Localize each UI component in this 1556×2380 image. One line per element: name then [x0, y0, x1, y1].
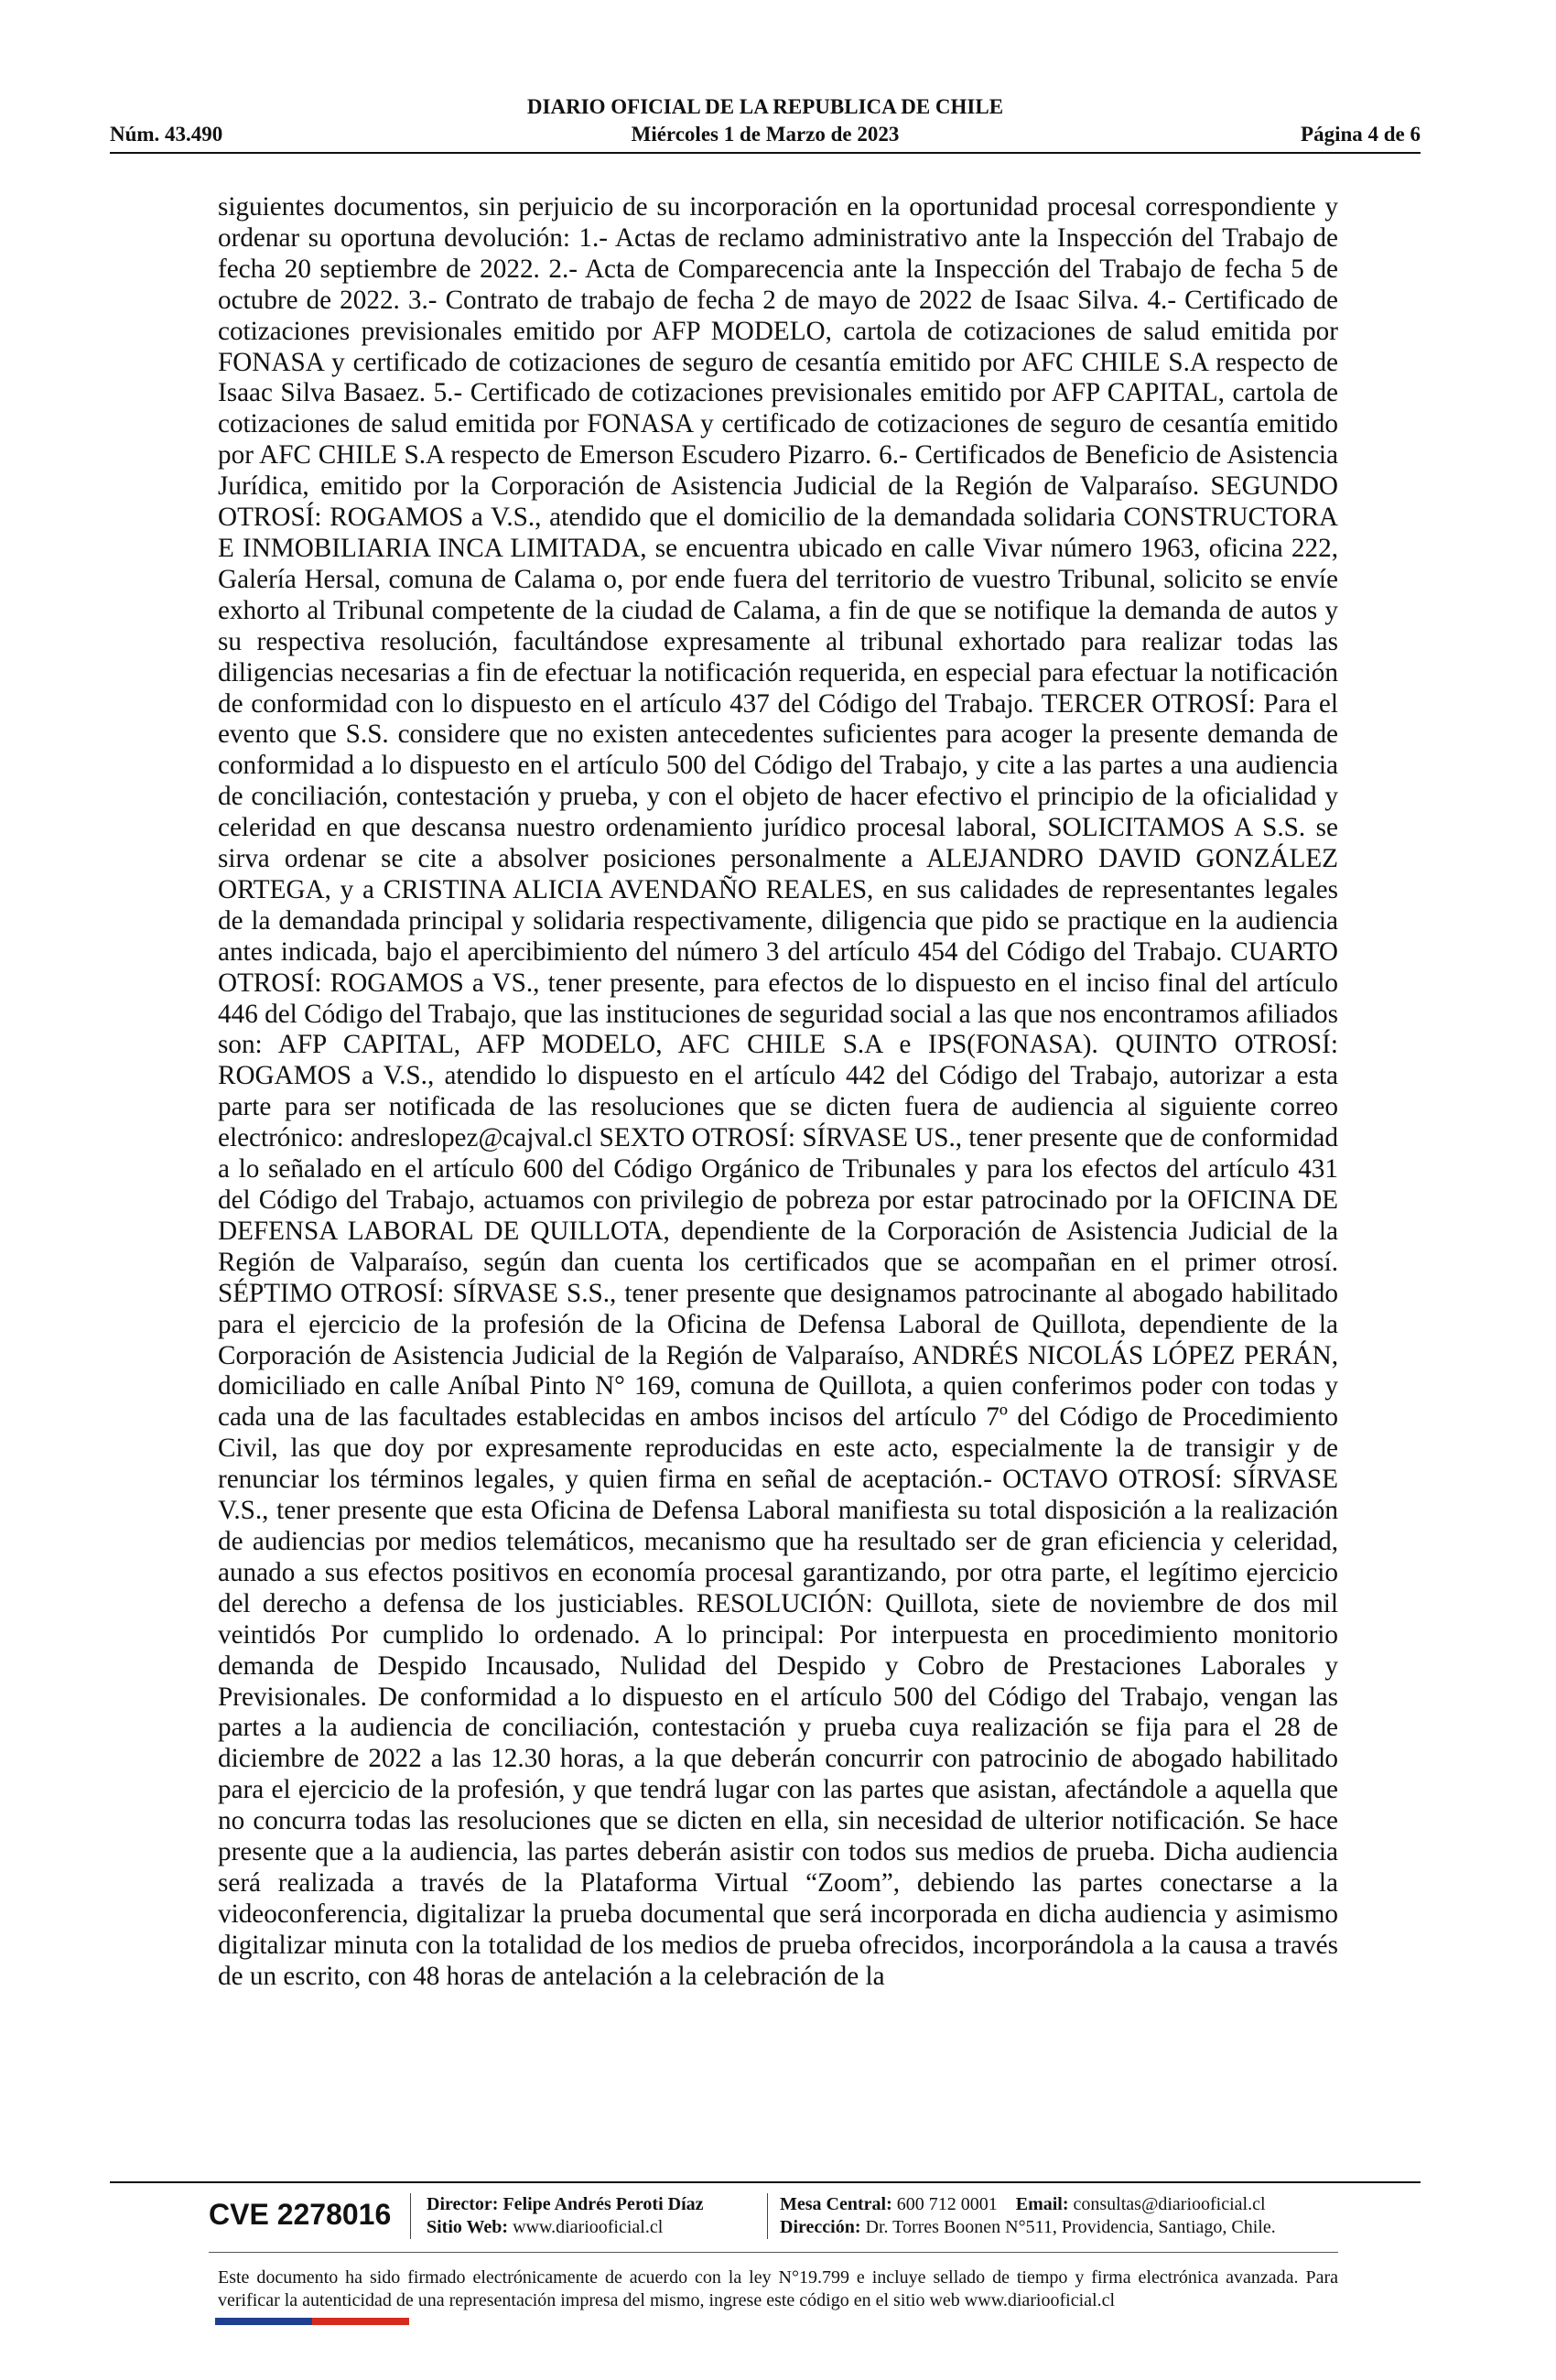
email-link[interactable]: consultas@diariooficial.cl	[1073, 2194, 1266, 2214]
header-divider	[110, 152, 1421, 154]
footer-inner-divider	[209, 2252, 1338, 2253]
document-body	[218, 192, 1338, 1993]
phone-number: 600 712 0001	[896, 2194, 998, 2214]
director-label: Director:	[427, 2194, 499, 2214]
director-name: Felipe Andrés Peroti Díaz	[502, 2194, 704, 2214]
email-label: Email:	[1015, 2194, 1069, 2214]
footer-separator	[767, 2193, 768, 2239]
footer-disclaimer: Este documento ha sido firmado electrónicamente de acuerdo con la ley N°19.799 e incluye sellado de tiempo y firma electrónica avanzada. Para verificar la autenticidad de una representación impresa del mismo, ingrese este código en el sitio web www.diariooficial.cl	[218, 2267, 1338, 2310]
address-text: Dr. Torres Boonen N°511, Providencia, Santiago, Chile.	[865, 2217, 1276, 2237]
header-center	[110, 93, 1421, 148]
page-header	[110, 93, 1421, 150]
website-label: Sitio Web:	[427, 2217, 509, 2237]
footer-contact-block	[780, 2193, 1276, 2239]
footer-separator	[410, 2193, 411, 2239]
flag-red-segment	[312, 2318, 409, 2325]
cve-code: CVE 2278016	[209, 2198, 392, 2231]
footer-director-block	[427, 2193, 704, 2239]
flag-blue-segment	[215, 2318, 312, 2325]
publication-date: Miércoles 1 de Marzo de 2023	[631, 123, 900, 146]
footer-divider	[110, 2181, 1421, 2183]
body-paragraph: siguientes documentos, sin perjuicio de su incorporación en la oportunidad procesal correspondiente y ordenar su oportuna devolución: 1.- Actas de reclamo administrativo ante la Inspección del Trabajo de fecha 20 septiembre de 2022. 2.- Acta de Comparecencia ante la Inspección del Trabajo de fecha 5 de octubre de 2022. 3.- Contrato de trabajo de fecha 2 de mayo de 2022 de Isaac Silva. 4.- Certificado de cotizaciones previsionales emitido por AFP MODELO, cartola de cotizaciones de salud emitida por FONASA y certificado de cotizaciones de seguro de cesantía emitido por AFC CHILE S.A respecto de Isaac Silva Basaez. 5.- Certificado de cotizaciones previsionales emitido por AFP CAPITAL, cartola de cotizaciones de salud emitida por FONASA y certificado de cotizaciones de seguro de cesantía emitido por AFC CHILE S.A respecto de Emerson Escudero Pizarro. 6.- Certificados de Beneficio de Asistencia Jurídica, emitido por la Corporación de Asistencia Judicial de la Región de Valparaíso. SEGUNDO OTROSÍ: ROGAMOS a V.S., atendido que el domicilio de la demandada solidaria CONSTRUCTORA E INMOBILIARIA INCA LIMITADA, se encuentra ubicado en calle Vivar número 1963, oficina 222, Galería Hersal, comuna de Calama o, por ende fuera del territorio de vuestro Tribunal, solicito se envíe exhorto al Tribunal competente de la ciudad de Calama, a fin de que se notifique la demanda de autos y su respectiva resolución, facultándose expresamente al tribunal exhortado para realizar todas las diligencias necesarias a fin de efectuar la notificación requerida, en especial para efectuar la notificación de conformidad con lo dispuesto en el artículo 437 del Código del Trabajo. TERCER OTROSÍ: Para el evento que S.S. considere que no existen antecedentes suficientes para acoger la presente demanda de conformidad a lo dispuesto en el artículo 500 del Código del Trabajo, y cite a las partes a una audiencia de conciliación, contestación y prueba, y con el objeto de hacer efectivo el principio de la oficialidad y celeridad en que descansa nuestro ordenamiento jurídico procesal laboral, SOLICITAMOS A S.S. se sirva ordenar se cite a absolver posiciones personalmente a ALEJANDRO DAVID GONZÁLEZ ORTEGA, y a CRISTINA ALICIA AVENDAÑO REALES, en sus calidades de representantes legales de la demandada principal y solidaria respectivamente, diligencia que pido se practique en la audiencia antes indicada, bajo el apercibimiento del número 3 del artículo 454 del Código del Trabajo. CUARTO OTROSÍ: ROGAMOS a VS., tener presente, para efectos de lo dispuesto en el inciso final del artículo 446 del Código del Trabajo, que las instituciones de seguridad social a las que nos encontramos afiliados son: AFP CAPITAL, AFP MODELO, AFC CHILE S.A e IPS(FONASA). QUINTO OTROSÍ: ROGAMOS a V.S., atendido lo dispuesto en el artículo 442 del Código del Trabajo, autorizar a esta parte para ser notificada de las resoluciones que se dicten fuera de audiencia al siguiente correo electrónico: andreslopez@cajval.cl SEXTO OTROSÍ: SÍRVASE US., tener presente que de conformidad a lo señalado en el artículo 600 del Código Orgánico de Tribunales y para los efectos del artículo 431 del Código del Trabajo, actuamos con privilegio de pobreza por estar patrocinado por la OFICINA DE DEFENSA LABORAL DE QUILLOTA, dependiente de la Corporación de Asistencia Judicial de la Región de Valparaíso, según dan cuenta los certificados que se acompañan en el primer otrosí. SÉPTIMO OTROSÍ: SÍRVASE S.S., tener presente que designamos patrocinante al abogado habilitado para el ejercicio de la profesión de la Oficina de Defensa Laboral de Quillota, dependiente de la Corporación de Asistencia Judicial de la Región de Valparaíso, ANDRÉS NICOLÁS LÓPEZ PERÁN, domiciliado en calle Aníbal Pinto N° 169, comuna de Quillota, a quien conferimos poder con todas y cada una de las facultades establecidas en ambos incisos del artículo 7º del Código de Procedimiento Civil, las que doy por expresamente reproducidas en este acto, especialmente la de transigir y de renunciar los términos legales, y quien firma en señal de aceptación.- OCTAVO OTROSÍ: SÍRVASE V.S., tener presente que esta Oficina de Defensa Laboral manifiesta su total disposición a la realización de audiencias por medios telemáticos, mecanismo que ha resultado ser de gran eficiencia y celeridad, aunado a sus efectos positivos en economía procesal garantizando, por otra parte, el legítimo ejercicio del derecho a defensa de los justiciables. RESOLUCIÓN: Quillota, siete de noviembre de dos mil veintidós Por cumplido lo ordenado. A lo principal: Por interpuesta en procedimiento monitorio demanda de Despido Incausado, Nulidad del Despido y Cobro de Prestaciones Laborales y Previsionales. De conformidad a lo dispuesto en el artículo 500 del Código del Trabajo, vengan las partes a la audiencia de conciliación, contestación y prueba cuya realización se fija para el 28 de diciembre de 2022 a las 12.30 horas, a la que deberán concurrir con patrocinio de abogado habilitado para el ejercicio de la profesión, y que tendrá lugar con las partes que asistan, afectándole a aquella que no concurra todas las resoluciones que se dicten en ella, sin necesidad de ulterior notificación. Se hace presente que a la audiencia, las partes deberán asistir con todos sus medios de prueba. Dicha audiencia será realizada a través de la Plataforma Virtual “Zoom”, debiendo las partes conectarse a la videoconferencia, digitalizar la prueba documental que será incorporada en dicha audiencia y asimismo digitalizar minuta con la totalidad de los medios de prueba ofrecidos, incorporándola a la causa a través de un escrito, con 48 horas de antelación a la celebración de la	[218, 192, 1338, 1991]
website-link[interactable]: www.diariooficial.cl	[513, 2217, 664, 2237]
page-number: Página 4 de 6	[1301, 123, 1421, 146]
flag-color-bar	[215, 2318, 409, 2325]
address-label: Dirección:	[780, 2217, 861, 2237]
publication-title: DIARIO OFICIAL DE LA REPUBLICA DE CHILE	[526, 95, 1004, 118]
issue-number: Núm. 43.490	[110, 123, 223, 146]
phone-label: Mesa Central:	[780, 2194, 892, 2214]
